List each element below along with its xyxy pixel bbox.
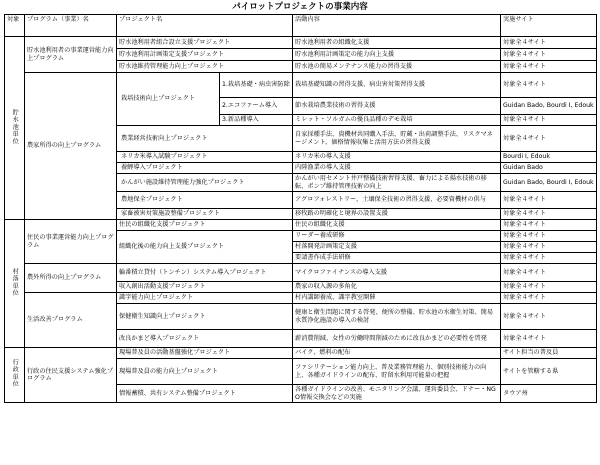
activity-cell: 貯水池利用者の組織化支援 [293, 37, 501, 49]
activity-cell: 農家の収入源の多角化 [293, 282, 501, 293]
subproject-cell: 1.栽培基礎・病虫害防除 [220, 73, 293, 98]
section-village: 村落単位 [5, 220, 25, 348]
activity-cell: 節水栽培農業技術の習得支援 [293, 98, 501, 115]
header-site: 実施サイト [501, 15, 597, 37]
activity-cell: 住民の組織化支援 [293, 220, 501, 231]
program-cell: 貯水池利用者の事業運営能力向上プログラム [25, 37, 117, 73]
site-cell: Bourdi I, Edouk [501, 152, 597, 163]
project-cell: 保健衛生知識向上プロジェクト [117, 304, 293, 330]
site-cell: 対象全４サイト [501, 253, 597, 264]
project-cell: 貯水池維持管理能力向上プロジェクト [117, 61, 293, 73]
table-row [5, 264, 597, 282]
activity-cell: 栽培基礎知識の習得支援、病虫害対策習得支援 [293, 73, 501, 98]
project-cell: 住民の組織化支援プロジェクト [117, 220, 293, 231]
site-cell: 対象全４サイト [501, 115, 597, 126]
activity-cell: バイク、燃料の配布 [293, 348, 501, 359]
site-cell: 対象全４サイト [501, 220, 597, 231]
section-admin: 行政単位 [5, 348, 25, 403]
site-cell: 対象全４サイト [501, 282, 597, 293]
activity-cell: 自家採種手法、資機材共同購入手法、貯蔵・出荷調整手法、リスクマネージメント、価格情報収集と活用方法の習得支援 [293, 126, 501, 152]
site-cell: 対象全４サイト [501, 231, 597, 242]
section-reservoir: 貯水池単位 [5, 37, 25, 220]
project-cell: 情報蓄積、共有システム整備プロジェクト [117, 385, 293, 403]
activity-cell: 貯水池の簡易メンテナンス能力の習得支援 [293, 61, 501, 73]
site-cell: Guidan Bado, Bourdi I, Edouk [501, 98, 597, 115]
activity-cell: 村内講師養成、識字教室開催 [293, 293, 501, 304]
project-cell: 貯水池利用者組合設立支援プロジェクト [117, 37, 293, 49]
site-cell: 対象全４サイト [501, 209, 597, 220]
activity-cell: 薪消費削減、女性の労働時間削減のために改良かまどの必要性を啓発 [293, 330, 501, 348]
site-cell: 対象全４サイト [501, 37, 597, 49]
project-cell: かんがい施設維持管理能力強化プロジェクト [117, 174, 293, 192]
site-cell: 対象全４サイト [501, 304, 597, 330]
activity-cell: かんがい用セメント井戸整備技術習得支援、畜力による揚水技術の移転、ポンプ維持管理技術の向上 [293, 174, 501, 192]
project-cell: 組織化後の能力向上支援プロジェクト [117, 231, 293, 264]
activity-cell: 内陸漁業の導入支援 [293, 163, 501, 174]
project-cell: 識字能力向上プロジェクト [117, 293, 293, 304]
site-cell: サイト担当の普及員 [501, 348, 597, 359]
project-cell: 栽培技術向上プロジェクト [117, 73, 220, 126]
site-cell: 対象全４サイト [501, 293, 597, 304]
activity-cell: リーダー養成研修 [293, 231, 501, 242]
activity-cell: 健康と衛生問題に関する啓発、便所の整備、貯水池の水衛生対策、簡易水質浄化施設の導入の検討 [293, 304, 501, 330]
table-row [5, 73, 597, 98]
site-cell: Guidan Bado [501, 163, 597, 174]
program-cell: 農家所得の向上プログラム [25, 73, 117, 220]
activity-cell: アグロフォレストリー、土壌保全技術の習得支援、必要資機材の供与 [293, 192, 501, 209]
site-cell: サイトを管轄する県 [501, 359, 597, 385]
site-cell: Guidan Bado, Bourdi I, Edouk [501, 174, 597, 192]
subproject-cell: 3.新品種導入 [220, 115, 293, 126]
program-cell: 農外所得の向上プログラム [25, 264, 117, 293]
activity-cell: 移牧路の明確化と境界の設置支援 [293, 209, 501, 220]
activity-cell: ネリカ米の導入支援 [293, 152, 501, 163]
program-cell: 行政の住民支援システム強化プログラム [25, 348, 117, 403]
project-cell: ネリカ米導入試験プロジェクト [117, 152, 293, 163]
activity-cell: 各種ガイドラインの改善、モニタリング会議、運営委員会、ドナー・NGO情報交換会などの実施 [293, 385, 501, 403]
project-cell: 農地保全プロジェクト [117, 192, 293, 209]
site-cell: 対象全４サイト [501, 49, 597, 61]
site-cell: タウア州 [501, 385, 597, 403]
project-cell: 家畜被害対策施設整備プロジェクト [117, 209, 293, 220]
header-target: 対象 [5, 15, 25, 37]
project-cell: 貯水池利用計画策定支援プロジェクト [117, 49, 293, 61]
project-cell: 改良かまど導入プロジェクト [117, 330, 293, 348]
project-cell: 農業経営技術向上プロジェクト [117, 126, 293, 152]
activity-cell: 要請書作成手法研修 [293, 253, 501, 264]
subproject-cell: 2.エコファーム導入 [220, 98, 293, 115]
site-cell: 対象全４サイト [501, 330, 597, 348]
page-title: パイロットプロジェクトの事業内容 [232, 2, 368, 12]
header-row [5, 15, 597, 37]
activity-cell: 貯水池利用計画策定の能力向上支援 [293, 49, 501, 61]
project-table [4, 14, 597, 403]
project-cell: 輪番積立貸付（トンチン）システム導入プロジェクト [117, 264, 293, 282]
table-row [5, 37, 597, 49]
site-cell: 対象全４サイト [501, 61, 597, 73]
header-program: プログラム（事業）名 [25, 15, 117, 37]
site-cell: 対象全４サイト [501, 264, 597, 282]
header-project: プロジェクト名 [117, 15, 293, 37]
program-cell: 住民の事業運営能力向上プログラム [25, 220, 117, 264]
activity-cell: 村落開発計画策定支援 [293, 242, 501, 253]
project-cell: 収入創出活動支援プロジェクト [117, 282, 293, 293]
table-row [5, 348, 597, 359]
site-cell: 対象全４サイト [501, 242, 597, 253]
site-cell: 対象全４サイト [501, 192, 597, 209]
program-cell: 生活改善プログラム [25, 293, 117, 348]
activity-cell: ファシリテーション能力向上、普及業務管理能力、個別技術能力の向上、各種ガイドラインの配布、貯留水利用可能量の把握 [293, 359, 501, 385]
project-cell: 養鯉導入プロジェクト [117, 163, 293, 174]
table-row [5, 220, 597, 231]
header-activity: 活動内容 [293, 15, 501, 37]
table-row [5, 293, 597, 304]
site-cell: 対象全４サイト [501, 73, 597, 98]
activity-cell: ミレット・ソルガムの優良品種のデモ栽培 [293, 115, 501, 126]
project-cell: 現場普及員の能力向上プロジェクト [117, 359, 293, 385]
project-cell: 現場普及員の活動基盤強化プロジェクト [117, 348, 293, 359]
activity-cell: マイクロファイナンスの導入支援 [293, 264, 501, 282]
site-cell: 対象全４サイト [501, 126, 597, 152]
